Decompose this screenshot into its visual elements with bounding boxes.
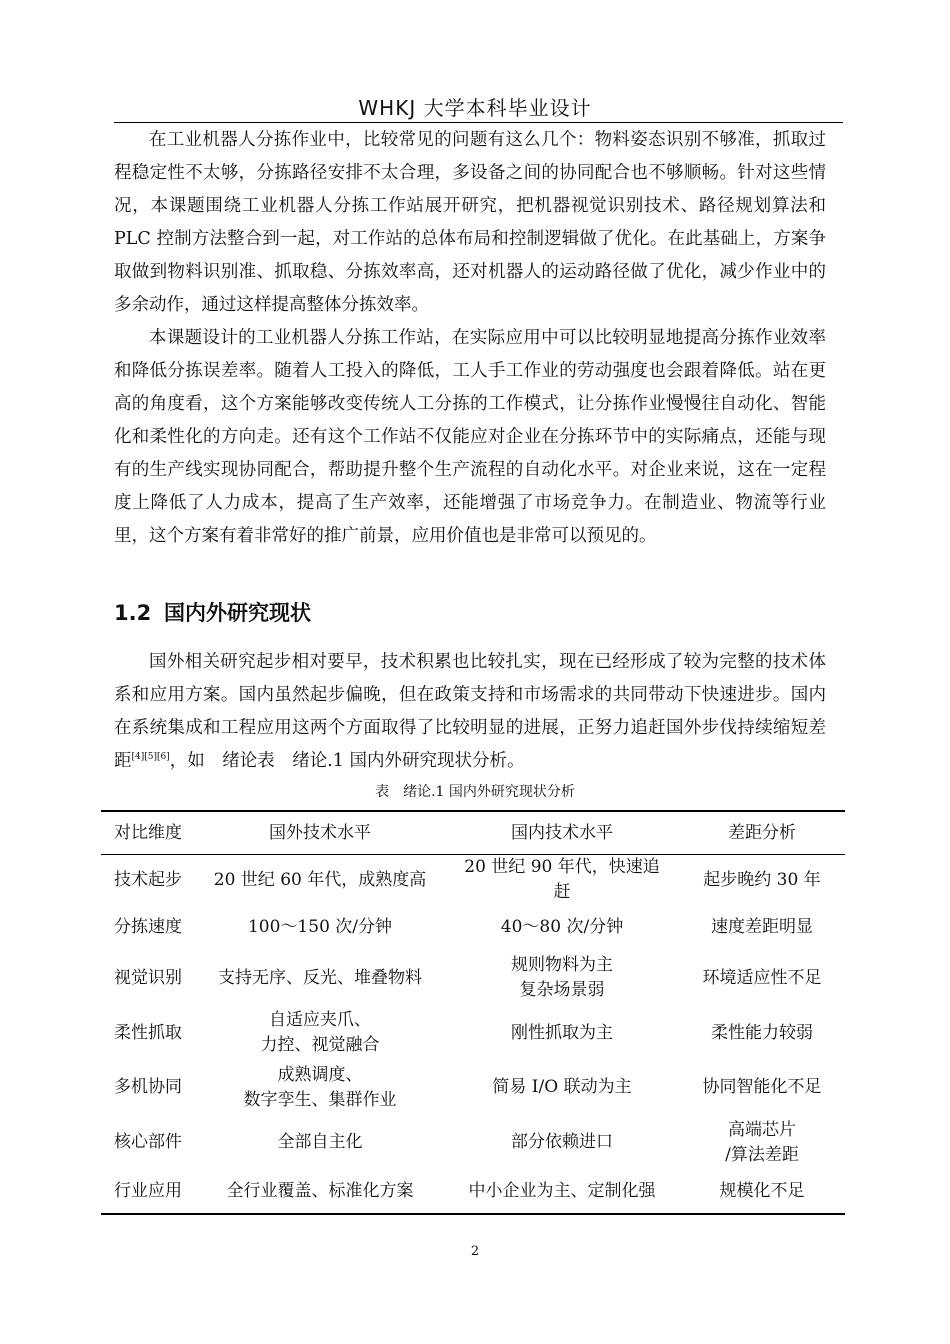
- table-cell-gap: [679, 1006, 845, 1060]
- table-cell-gap: [679, 1115, 845, 1170]
- cell-line: 起步晚约 30 年: [703, 869, 821, 890]
- table-cell-domestic: [445, 950, 679, 1006]
- table-cell-dimension: 核心部件: [114, 1132, 182, 1152]
- cell-line: 规则物料为主: [511, 955, 613, 975]
- cell-line: 全行业覆盖、标准化方案: [226, 1181, 414, 1201]
- cell-line: 赶: [553, 882, 571, 902]
- cell-line: 40～80 次/分钟: [500, 917, 624, 937]
- page-number: 2: [470, 1244, 480, 1259]
- table-cell-foreign: [195, 1170, 445, 1214]
- cell-line: 复杂场景弱: [519, 980, 605, 1000]
- section-title: 国内外研究现状: [164, 601, 311, 625]
- table-cell-foreign: [195, 1115, 445, 1170]
- header-divider: [114, 122, 843, 123]
- table-row: [101, 950, 845, 1006]
- cell-line: 柔性能力较弱: [711, 1022, 813, 1043]
- paragraph-1: 在工业机器人分拣作业中，比较常见的问题有这么几个：物料姿态识别不够准，抓取过程稳定性不太够，分拣路径安排不太合理，多设备之间的协同配合也不够顺畅。针对这些情况，本课题围绕工业机器人分拣工作站展开研究，把机器视觉识别技术、路径规划算法和 PLC 控制方法整合到一起，对工作站的总体布局和控制逻辑做了优化。在此基础上，方案争取做到物料识别准、抓取稳、分拣效率高，还对机器人的运动路径做了优化，减少作业中的多余动作，通过这样提高整体分拣效率。: [114, 130, 826, 315]
- table-row: [101, 905, 845, 950]
- cell-line: 中小企业为主、定制化强: [468, 1181, 656, 1201]
- table-cell-foreign: [195, 855, 445, 906]
- cell-line: 20 世纪 90 年代，快速追: [464, 857, 660, 877]
- table-row: [101, 1115, 845, 1170]
- paragraph-3-tail: ，如 绪论表 绪论.1 国内外研究现状分析。: [169, 751, 525, 771]
- table-cell-dimension: 视觉识别: [114, 967, 182, 988]
- table-cell-dimension: 技术起步: [114, 869, 182, 890]
- cell-line: 高端芯片: [728, 1119, 796, 1140]
- table-cell-dimension: 柔性抓取: [114, 1022, 182, 1043]
- cell-line: 全部自主化: [277, 1132, 363, 1152]
- cell-line: 自适应夹爪、: [269, 1010, 371, 1030]
- cell-line: 简易 I/O 联动为主: [492, 1077, 632, 1097]
- table-cell-domestic: [445, 1006, 679, 1060]
- section-heading: [114, 597, 311, 627]
- cell-line: 成熟调度、: [277, 1064, 363, 1085]
- table-row: [101, 1170, 845, 1214]
- table-cell-gap: [679, 1060, 845, 1115]
- table-cell-domestic: [445, 855, 679, 906]
- table-cell-foreign: [195, 905, 445, 950]
- table-cell-gap: [679, 905, 845, 950]
- table-header-cell: 差距分析: [679, 811, 845, 855]
- cell-line: 刚性抓取为主: [511, 1022, 613, 1043]
- cell-line: 环境适应性不足: [702, 967, 822, 988]
- table-cell-foreign: [195, 950, 445, 1006]
- section-number: 1.2: [114, 601, 152, 625]
- cell-line: 速度差距明显: [711, 917, 813, 937]
- table-cell-foreign: [195, 1006, 445, 1060]
- comparison-table: [101, 810, 845, 1215]
- table-cell-dimension: 行业应用: [101, 1170, 195, 1214]
- cell-line: 数字孪生、集群作业: [243, 1089, 397, 1110]
- table-cell-domestic: [445, 1060, 679, 1115]
- table-cell-domestic: [445, 1170, 679, 1214]
- cell-line: /算法差距: [725, 1144, 799, 1165]
- table-row: [101, 855, 845, 906]
- table-header-cell: 国内技术水平: [445, 811, 679, 855]
- cell-line: 规模化不足: [719, 1181, 805, 1201]
- cell-line: 部分依赖进口: [511, 1132, 613, 1152]
- table-header-cell: 国外技术水平: [195, 811, 445, 855]
- table-cell-gap: [679, 855, 845, 906]
- table-cell-dimension: 多机协同: [114, 1077, 182, 1097]
- paragraph-3-text: 国外相关研究起步相对要早，技术积累也比较扎实，现在已经形成了较为完整的技术体系和应用方案。国内虽然起步偏晚，但在政策支持和市场需求的共同带动下快速进步。国内在系统集成和工程应用这两个方面取得了比较明显的进展，正努力追赶国外步伐持续缩短差距: [114, 652, 826, 771]
- table-header-row: [101, 811, 845, 855]
- table-cell-foreign: [195, 1060, 445, 1115]
- paragraph-2: 本课题设计的工业机器人分拣工作站，在实际应用中可以比较明显地提高分拣作业效率和降低分拣误差率。随着人工投入的降低，工人手工作业的劳动强度也会跟着降低。站在更高的角度看，这个方案能够改变传统人工分拣的工作模式，让分拣作业慢慢往自动化、智能化和柔性化的方向走。还有这个工作站不仅能应对企业在分拣环节中的实际痛点，还能与现有的生产线实现协同配合，帮助提升整个生产流程的自动化水平。对企业来说，这在一定程度上降低了人力成本，提高了生产效率，还能增强了市场竞争力。在制造业、物流等行业里，这个方案有着非常好的推广前景，应用价值也是非常可以预见的。: [114, 328, 826, 546]
- cell-line: 力控、视觉融合: [260, 1035, 380, 1055]
- table-cell-domestic: [445, 1115, 679, 1170]
- cell-line: 100～150 次/分钟: [247, 917, 393, 937]
- cell-line: 协同智能化不足: [702, 1077, 822, 1097]
- paragraph-3: [114, 646, 826, 778]
- table-header-cell: 对比维度: [101, 811, 195, 855]
- table-cell-domestic: [445, 905, 679, 950]
- citation-reference[interactable]: [4][5][6]: [131, 752, 170, 763]
- page-header-title: WHKJ 大学本科毕业设计: [358, 96, 592, 120]
- table-cell-dimension: 分拣速度: [114, 917, 182, 937]
- table-row: [101, 1060, 845, 1115]
- cell-line: 支持无序、反光、堆叠物料: [218, 967, 422, 988]
- cell-line: 20 世纪 60 年代，成熟度高: [213, 869, 427, 890]
- table-cell-gap: [679, 950, 845, 1006]
- table-row: [101, 1006, 845, 1060]
- table-cell-gap: [679, 1170, 845, 1214]
- table-caption: 表 绪论.1 国内外研究现状分析: [375, 784, 575, 800]
